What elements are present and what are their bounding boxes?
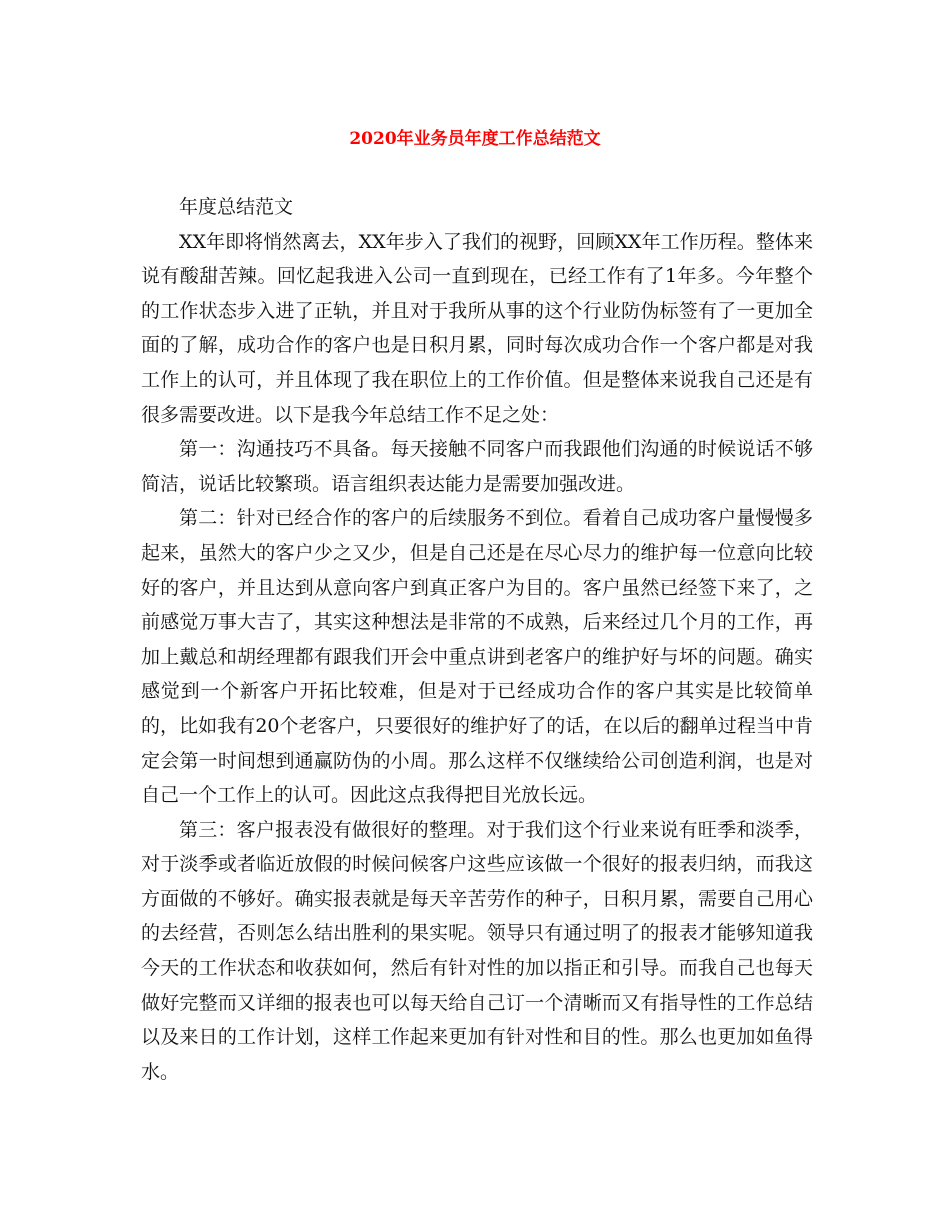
document-title: 2020年业务员年度工作总结范文 bbox=[349, 129, 601, 149]
paragraph-point-2: 第二：针对已经合作的客户的后续服务不到位。看着自己成功客户量慢慢多起来，虽然大的客户少之又少，但是自己还是在尽心尽力的维护每一位意向比较好的客户，并且达到从意向客户到真正客户为目的。客户虽然已经签下来了，之前感觉万事大吉了，其实这种想法是非常的不成熟，后来经过几个月的工作，再加上戴总和胡经理都有跟我们开会中重点讲到老客户的维护好与坏的问题。确实感觉到一个新客户开拓比较难，但是对于已经成功合作的客户其实是比较简单的，比如我有20个老客户，只要很好的维护好了的话，在以后的翻单过程当中肯定会第一时间想到通赢防伪的小周。那么这样不仅继续给公司创造利润，也是对自己一个工作上的认可。因此这点我得把目光放长远。 bbox=[141, 507, 813, 807]
paragraph-intro: XX年即将悄然离去，XX年步入了我们的视野，回顾XX年工作历程。整体来说有酸甜苦辣。回忆起我进入公司一直到现在，已经工作有了1年多。今年整个的工作状态步入进了正轨，并且对于我所从事的这个行业防伪标签有了一更加全面的了解，成功合作的客户也是日积月累，同时每次成功合作一个客户都是对我工作上的认可，并且体现了我在职位上的工作价值。但是整体来说我自己还是有很多需要改进。以下是我今年总结工作不足之处： bbox=[141, 230, 813, 426]
paragraph-heading: 年度总结范文 bbox=[179, 196, 294, 218]
paragraph-point-1: 第一：沟通技巧不具备。每天接触不同客户而我跟他们沟通的时候说话不够简洁，说话比较繁琐。语言组织表达能力是需要加强改进。 bbox=[141, 438, 813, 495]
paragraph-point-3: 第三：客户报表没有做很好的整理。对于我们这个行业来说有旺季和淡季，对于淡季或者临近放假的时候问候客户这些应该做一个很好的报表归纳，而我这方面做的不够好。确实报表就是每天辛苦劳作的种子，日积月累，需要自己用心的去经营，否则怎么结出胜利的果实呢。领导只有通过明了的报表才能够知道我今天的工作状态和收获如何，然后有针对性的加以指正和引导。而我自己也每天做好完整而又详细的报表也可以每天给自己订一个清晰而又有指导性的工作总结以及来日的工作计划，这样工作起来更加有针对性和目的性。那么也更加如鱼得水。 bbox=[141, 818, 813, 1083]
document-body bbox=[141, 190, 813, 1089]
